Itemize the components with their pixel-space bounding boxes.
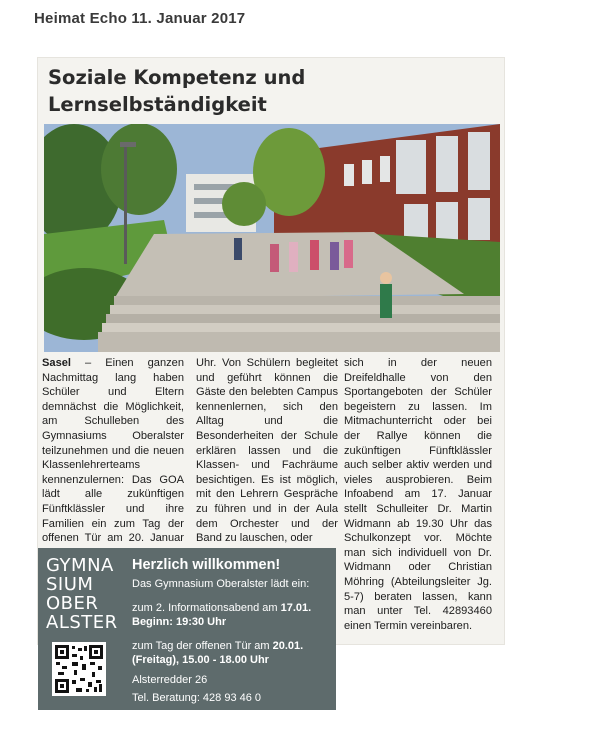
article-column-3: sich in der neuen Dreifeldhalle von den Sportangeboten der Schüler begeistern zu lassen. Im Mitmachunterricht oder bei der Rallye können die zukünftigen Fünftklässler auch selber aktiv werden und vieles ausprobieren. Beim Infoabend am 17. Januar stellt Schulleiter Dr. Martin Widmann ab 19.30 Uhr das Schulkonzept vor. Möchte man sich individuell von Dr. Widmann oder Christian Möhring (Abteilungsleiter Jg. 5-7) beraten lassen, kann man unter Tel. 42893460 einen Termin vereinbaren. <box>344 357 492 632</box>
logo-line: SIUM <box>46 574 94 595</box>
school-campus-photo <box>44 124 500 352</box>
school-logo <box>46 556 124 632</box>
article-column-1 <box>42 356 184 560</box>
article-photo <box>44 124 500 352</box>
qr-code-icon[interactable] <box>52 642 106 696</box>
event-1-prefix: zum 2. Informationsabend am <box>132 602 281 614</box>
logo-line: OBER <box>46 593 99 614</box>
event-info-text <box>132 558 332 705</box>
event-1-date: 17.01. <box>280 602 312 614</box>
event-2-prefix: zum Tag der offenen Tür am <box>132 640 273 652</box>
qr-code-graphic <box>54 644 104 694</box>
headline-line-2: Lernselbständigkeit <box>48 93 267 116</box>
newspaper-source: Heimat Echo 11. Januar 2017 <box>34 10 246 27</box>
article-dateline: Sasel <box>42 357 71 369</box>
event-info-box <box>38 548 336 710</box>
school-address: Alsterredder 26 <box>132 674 208 686</box>
invite-text: Das Gymnasium Oberalster lädt ein: <box>132 578 310 590</box>
event-2-time: (Freitag), 15.00 - 18.00 Uhr <box>132 654 269 666</box>
event-2-line <box>132 639 332 653</box>
event-1-line <box>132 601 332 615</box>
article-column-1-text: – Einen ganzen Nachmittag lang haben Schüler und Eltern demnächst die Möglichkeit, am Schulleben des Gymnasiums Oberalster teilzunehmen und die neuen Klassenlehrerteams kennenzulernen: Das GOA lädt alle zukünftigen Fünftklässler und ihre Familien ein zum Tag der offenen Tür am 20. Januar <box>42 357 184 545</box>
article-column-2: Uhr. Von Schülern begleitet und geführt können die Gäste den belebten Campus kennenlernen, sich den Alltag und die Besonderheiten der Schule erklären lassen und die Klassen- und Fachräume besichtigen. Es ist möglich, mit den Lehrern Gespräche zu führen und in der Aula dem Orchester und der Band zu lauschen, oder <box>196 357 338 545</box>
event-2-date: 20.01. <box>272 640 304 652</box>
logo-line: ALSTER <box>46 612 118 633</box>
article-headline <box>48 64 488 118</box>
event-1-time: Beginn: 19:30 Uhr <box>132 616 227 628</box>
headline-line-1: Soziale Kompetenz und <box>48 66 306 89</box>
welcome-title: Herzlich willkommen! <box>132 557 281 573</box>
consultation-phone: Tel. Beratung: 428 93 46 0 <box>132 692 262 704</box>
logo-line: GYMNA <box>46 555 114 576</box>
